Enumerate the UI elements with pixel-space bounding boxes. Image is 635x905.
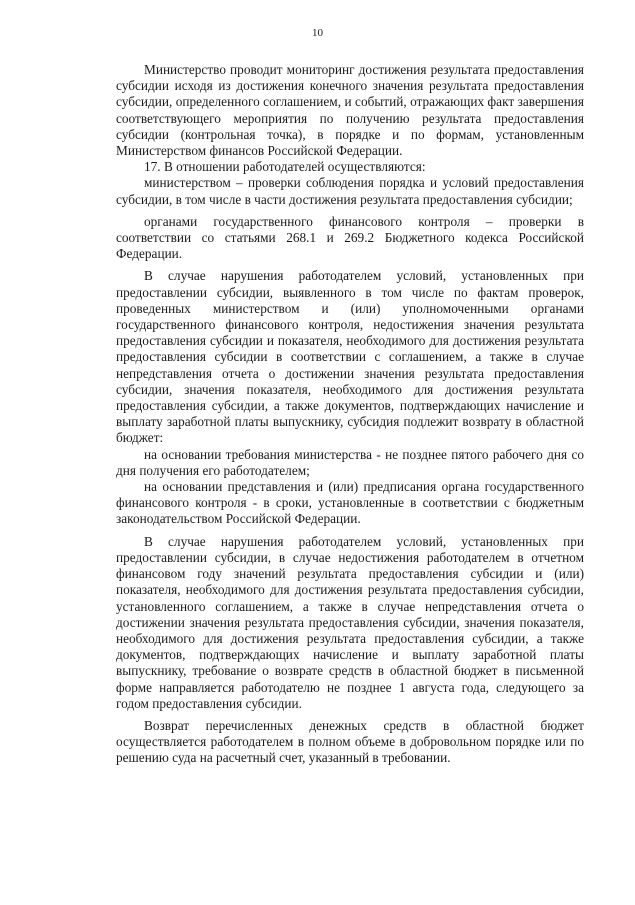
- paragraph-refund-procedure: Возврат перечисленных денежных средств в областной бюджет осуществляется работодателем в полном объеме в добровольном порядке или по решению суда на расчетный счет, указанный в требовании.: [116, 717, 584, 766]
- paragraph-section-17: 17. В отношении работодателей осуществляются:: [144, 159, 426, 175]
- page-number: 10: [312, 27, 323, 39]
- paragraph-ministry-checks: министерством – проверки соблюдения порядка и условий предоставления субсидии, в том числе в части достижения результата предоставления субсидии;: [116, 175, 584, 207]
- paragraph-ministry-requirement: на основании требования министерства - не позднее пятого рабочего дня со дня получения его работодателем;: [116, 446, 584, 478]
- paragraph-financial-control-checks: органами государственного финансового контроля – проверки в соответствии со статьями 268.1 и 269.2 Бюджетного кодекса Российской Федерации.: [116, 213, 584, 262]
- paragraph-violation-return: В случае нарушения работодателем условий, установленных при предоставлении субсидии, выявленного в том числе по фактам проверок, проведенных министерством и (или) уполномоченными органами государственного финансового контроля, недостижения значения результата предоставления субсидии и показателя, необходимого для достижения результата предоставления субсидии в соответствии с соглашением, а также в случае непредставления отчета о достижении значения результата предоставления субсидии, значения показателя, необходимого для достижения результата предоставления субсидии, а также документов, подтверждающих начисление и выплату заработной платы выпускнику, субсидия подлежит возврату в областной бюджет:: [116, 268, 584, 446]
- document-body: [116, 62, 584, 767]
- paragraph-control-body-order: на основании представления и (или) предписания органа государственного финансового контроля - в сроки, установленные в соответствии с бюджетным законодательством Российской Федерации.: [116, 479, 584, 527]
- paragraph-monitoring: Министерство проводит мониторинг достижения результата предоставления субсидии исходя из достижения конечного значения результата предоставления субсидии, определенного соглашением, и событий, отражающих факт завершения соответствующего мероприятия по получению результата предоставления субсидии (контрольная точка), в порядке и по формам, установленным Министерством финансов Российской Федерации.: [116, 62, 584, 159]
- paragraph-written-requirement: В случае нарушения работодателем условий, установленных при предоставлении субсидии, в случае недостижения работодателем в отчетном финансовом году значений результата предоставления субсидии и (или) показателя, необходимого для достижения результата предоставления субсидии, установленного соглашением, а также в случае непредставления отчета о достижении значения результата предоставления субсидии, значения показателя, необходимого для достижения результата предоставления субсидии, а также документов, подтверждающих начисление и выплату заработной платы выпускнику, требование о возврате средств в областной бюджет в письменной форме направляется работодателю не позднее 1 августа года, следующего за годом предоставления субсидии.: [116, 533, 584, 711]
